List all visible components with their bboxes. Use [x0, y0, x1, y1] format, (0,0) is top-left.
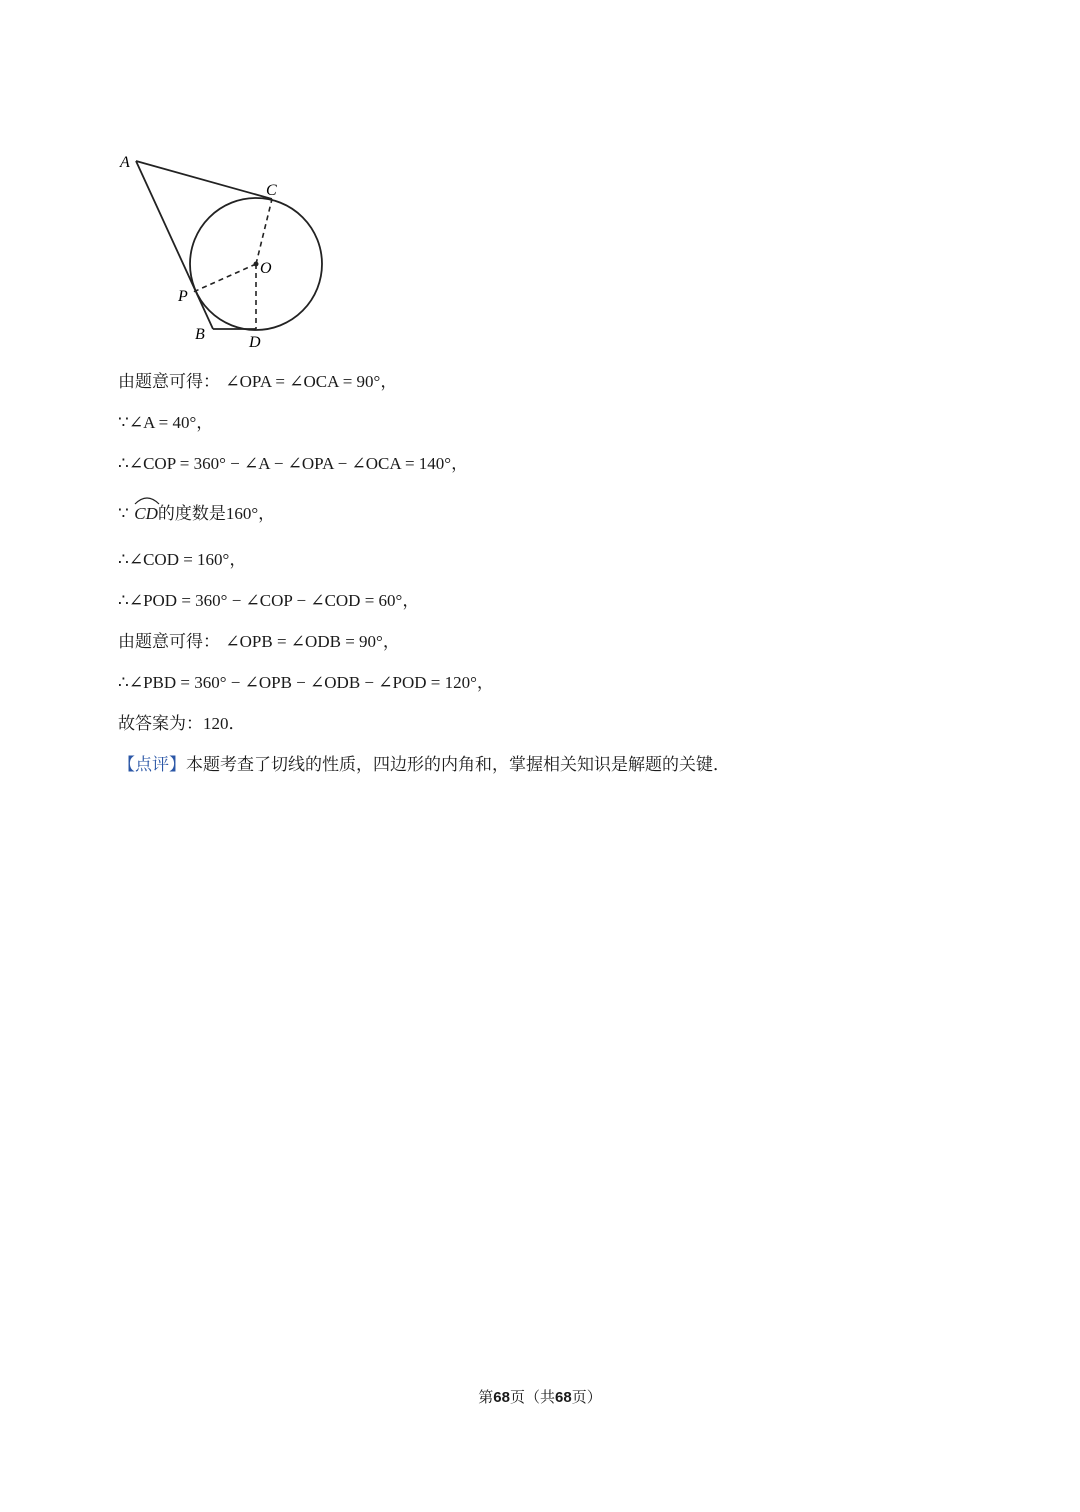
- solution-step-1: 由题意可得： ∠OPA = ∠OCA = 90°，: [118, 372, 398, 392]
- label-o: O: [260, 260, 272, 277]
- therefore-symbol: ∴: [118, 454, 129, 474]
- arc-symbol-icon: [134, 495, 160, 505]
- solution-step-6: ∴∠POD = 360° − ∠COP − ∠COD = 60°，: [118, 591, 420, 611]
- step-3-equation: ∠COP = 360° − ∠A − ∠OPA − ∠OCA = 140°: [128, 454, 452, 473]
- because-symbol: ∵: [118, 504, 129, 524]
- footer-suffix: 页）: [571, 1388, 602, 1406]
- step-1-equation: ∠OPA = ∠OCA = 90°: [225, 372, 381, 391]
- step-1-prefix: 由题意可得：: [118, 372, 220, 392]
- circle-tangent-diagram: [110, 145, 340, 360]
- segment-ab: [136, 161, 213, 329]
- therefore-symbol: ∴: [118, 550, 129, 570]
- total-page-number: 68: [555, 1389, 572, 1406]
- solution-step-7: 由题意可得： ∠OPB = ∠ODB = 90°，: [118, 632, 400, 652]
- comment-line: [118, 753, 730, 777]
- answer-value: 120: [203, 714, 229, 733]
- comment-text: 本题考查了切线的性质，四边形的内角和，掌握相关知识是解题的关键．: [186, 755, 730, 775]
- radius-oc: [256, 199, 272, 264]
- answer-line: 故答案为：120．: [118, 714, 246, 734]
- geometry-figure: [110, 145, 340, 360]
- arc-cd: [134, 502, 158, 526]
- because-symbol: ∵: [118, 413, 129, 433]
- center-point-o: [254, 262, 259, 267]
- radius-op: [191, 264, 256, 293]
- solution-step-3: ∴∠COP = 360° − ∠A − ∠OPA − ∠OCA = 140°，: [118, 454, 469, 474]
- label-b: B: [195, 326, 205, 343]
- label-c: C: [266, 182, 277, 199]
- step-7-equation: ∠OPB = ∠ODB = 90°: [225, 632, 383, 651]
- solution-step-5: ∴∠COD = 160°，: [118, 550, 247, 570]
- answer-prefix: 故答案为：: [118, 714, 203, 734]
- step-4-value: 160°: [225, 504, 259, 523]
- arc-cd-label: CD: [134, 504, 158, 523]
- solution-step-8: ∴∠PBD = 360° − ∠OPB − ∠ODB − ∠POD = 120°，: [118, 673, 494, 693]
- label-d: D: [249, 334, 261, 351]
- solution-step-4: ∵ CD的度数是160°，: [118, 502, 275, 526]
- label-a: A: [120, 154, 130, 171]
- step-2-equation: ∠A = 40°: [128, 413, 197, 432]
- therefore-symbol: ∴: [118, 591, 129, 611]
- segment-ac: [136, 161, 272, 199]
- step-4-text: 的度数是: [157, 504, 226, 524]
- step-8-equation: ∠PBD = 360° − ∠OPB − ∠ODB − ∠POD = 120°: [128, 673, 477, 692]
- comment-tag: 【点评】: [118, 755, 186, 775]
- page-footer: [0, 1386, 1080, 1407]
- footer-middle: 页（共: [509, 1388, 555, 1406]
- footer-prefix: 第: [478, 1388, 494, 1406]
- therefore-symbol: ∴: [118, 673, 129, 693]
- current-page-number: 68: [493, 1389, 510, 1406]
- solution-step-2: ∵∠A = 40°，: [118, 413, 214, 433]
- step-6-equation: ∠POD = 360° − ∠COP − ∠COD = 60°: [128, 591, 403, 610]
- step-5-equation: ∠COD = 160°: [128, 550, 230, 569]
- label-p: P: [178, 288, 188, 305]
- step-7-prefix: 由题意可得：: [118, 632, 220, 652]
